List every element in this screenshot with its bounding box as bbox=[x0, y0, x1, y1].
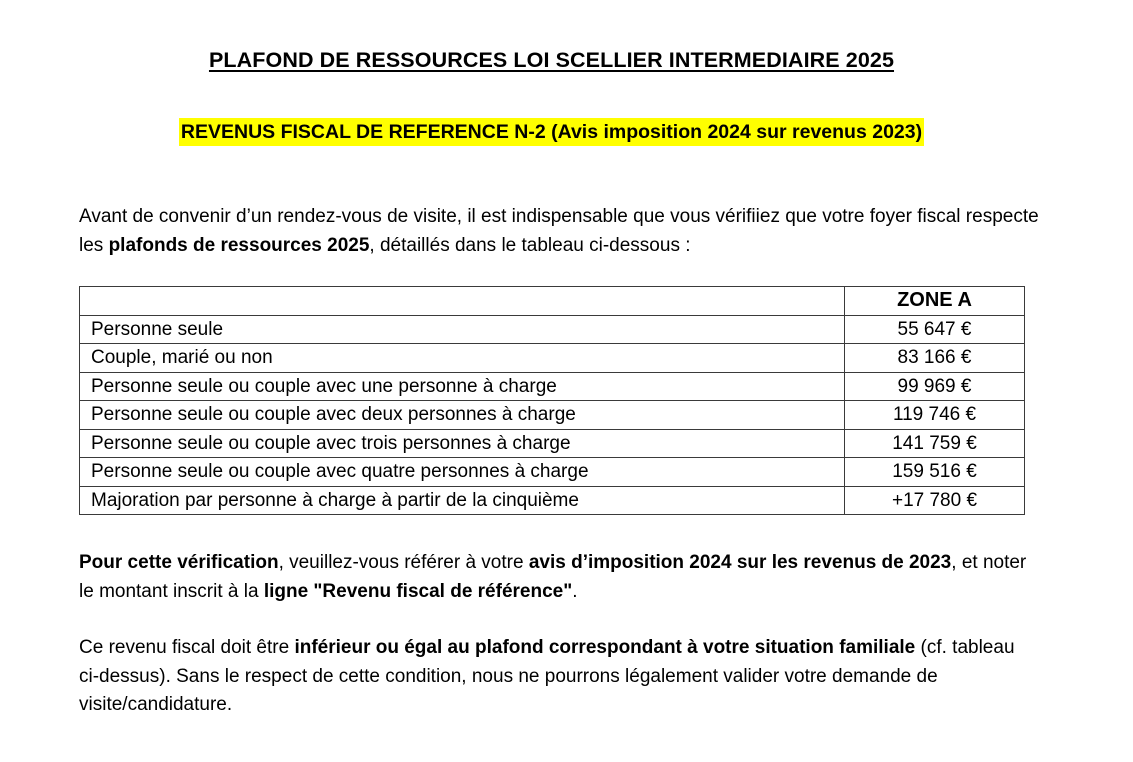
verification-bold-1: Pour cette vérification bbox=[79, 552, 279, 573]
revenue-paragraph bbox=[79, 634, 1039, 720]
row-label-cell: Personne seule ou couple avec trois personnes à charge bbox=[80, 429, 845, 458]
table-row bbox=[80, 401, 1025, 430]
verification-text-1: , veuillez-vous référer à votre bbox=[278, 552, 529, 573]
table-body bbox=[80, 315, 1025, 515]
highlighted-subtitle: REVENUS FISCAL DE REFERENCE N-2 (Avis imposition 2024 sur revenus 2023) bbox=[179, 118, 924, 146]
revenue-text-2: (cf. tableau ci-dessus). Sans le respect de cette condition, nous ne pourrons légalement valider votre demande de visite/candidature. bbox=[79, 637, 1015, 715]
row-label-cell: Personne seule ou couple avec une personne à charge bbox=[80, 372, 845, 401]
row-value-cell: 119 746 € bbox=[845, 401, 1025, 430]
row-label-cell: Personne seule bbox=[80, 315, 845, 344]
table-row bbox=[80, 315, 1025, 344]
table-row bbox=[80, 429, 1025, 458]
verification-text-3: . bbox=[572, 580, 578, 602]
intro-text-1: Avant de convenir d’un rendez-vous de visite, il est indispensable que vous vérifiiez que votre foyer fiscal respecte les bbox=[79, 206, 1039, 256]
table-row bbox=[80, 344, 1025, 373]
intro-bold-text: plafonds de ressources 2025 bbox=[108, 234, 370, 256]
row-value-cell: 55 647 € bbox=[845, 315, 1025, 344]
table-row bbox=[80, 486, 1025, 515]
row-value-cell: 99 969 € bbox=[845, 372, 1025, 401]
row-label-cell: Couple, marié ou non bbox=[80, 344, 845, 373]
verification-bold-2: avis d’imposition 2024 sur les revenus de 2023 bbox=[528, 552, 952, 573]
row-value-cell: 83 166 € bbox=[845, 344, 1025, 373]
header-label-cell bbox=[80, 287, 845, 316]
row-value-cell: 159 516 € bbox=[845, 458, 1025, 487]
row-value-cell: 141 759 € bbox=[845, 429, 1025, 458]
row-label-cell: Personne seule ou couple avec deux personnes à charge bbox=[80, 401, 845, 430]
income-ceiling-table bbox=[79, 286, 1025, 515]
document-title: PLAFOND DE RESSOURCES LOI SCELLIER INTERMEDIAIRE 2025 bbox=[208, 48, 895, 72]
header-zone-cell: ZONE A bbox=[845, 287, 1025, 316]
table-header-row bbox=[80, 287, 1025, 316]
table-row bbox=[80, 458, 1025, 487]
row-label-cell: Personne seule ou couple avec quatre personnes à charge bbox=[80, 458, 845, 487]
row-label-cell: Majoration par personne à charge à partir de la cinquième bbox=[80, 486, 845, 515]
table-row bbox=[80, 372, 1025, 401]
verification-paragraph bbox=[79, 549, 1039, 606]
row-value-cell: +17 780 € bbox=[845, 486, 1025, 515]
revenue-bold-text: inférieur ou égal au plafond correspondant à votre situation familiale bbox=[294, 637, 916, 658]
revenue-text-1: Ce revenu fiscal doit être bbox=[79, 637, 295, 658]
intro-text-2: , détaillés dans le tableau ci-dessous : bbox=[369, 234, 691, 256]
subtitle-container bbox=[0, 118, 1103, 146]
verification-text-2: , et noter le montant inscrit à la bbox=[79, 552, 1027, 602]
intro-paragraph bbox=[79, 203, 1039, 260]
verification-bold-3: ligne "Revenu fiscal de référence" bbox=[263, 580, 573, 602]
